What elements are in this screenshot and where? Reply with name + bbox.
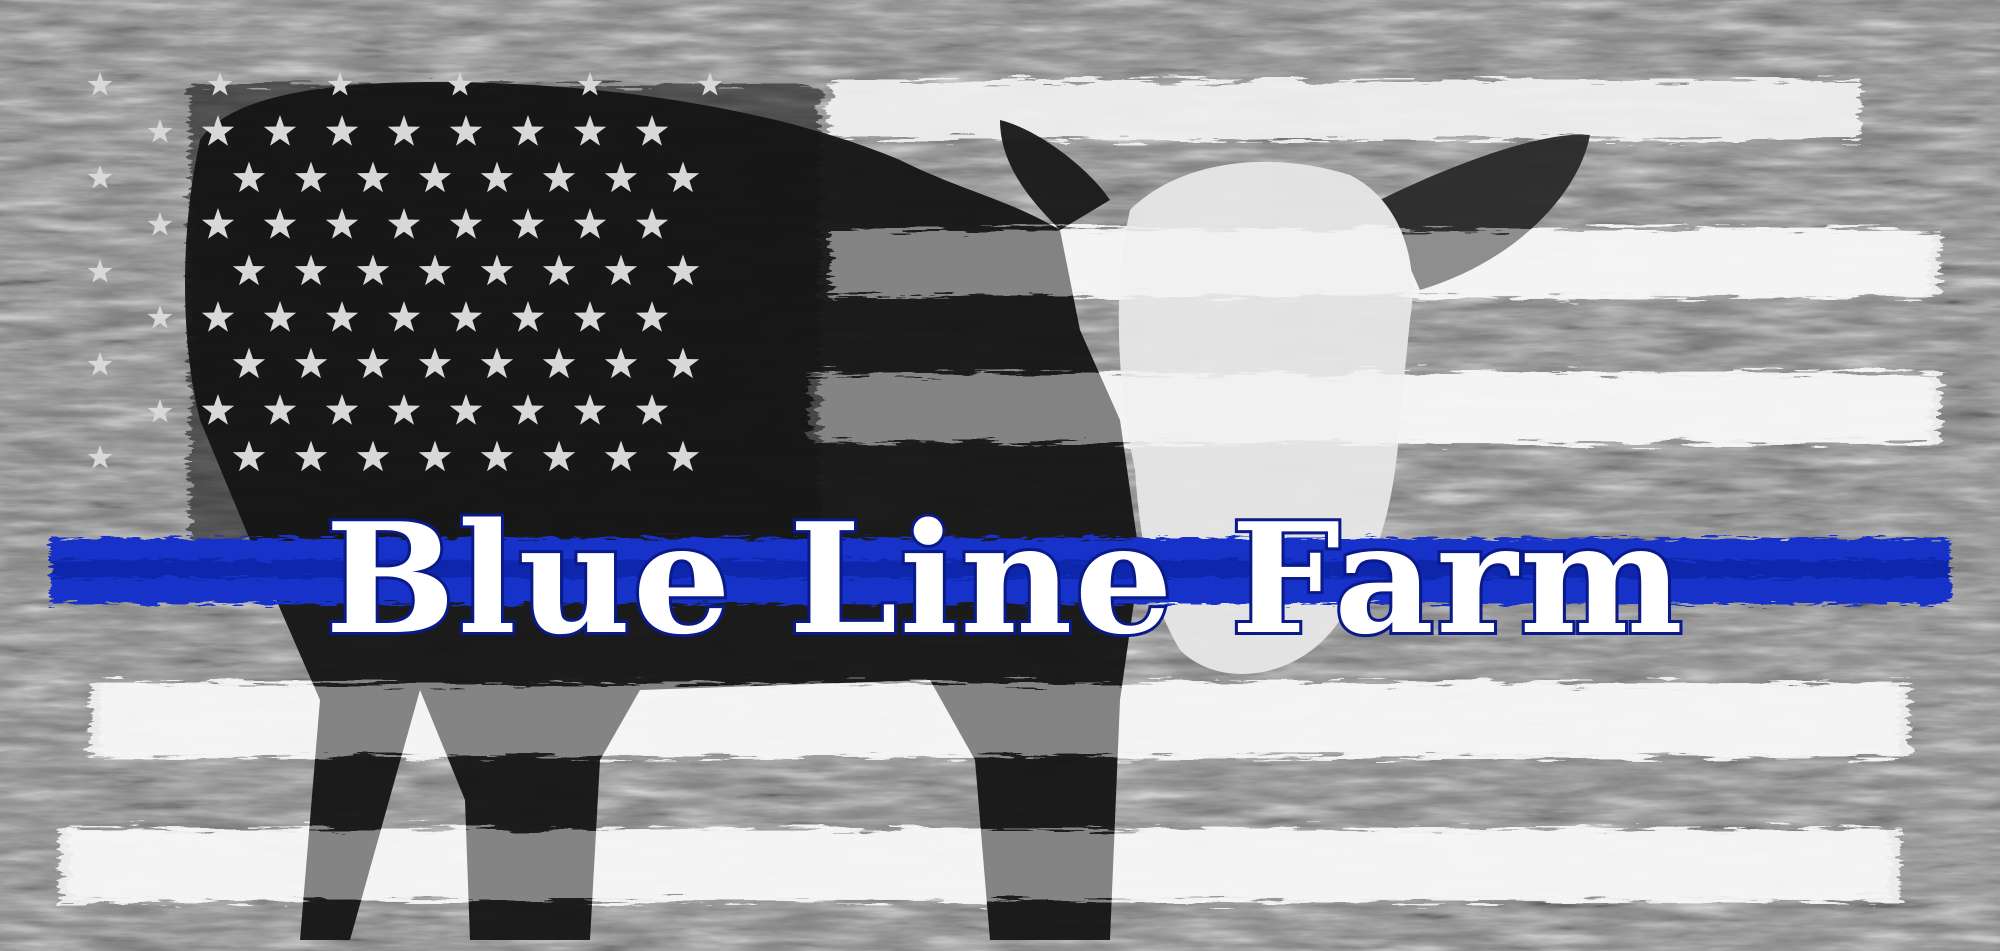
- stripe: [830, 80, 1860, 140]
- stripe: [100, 684, 1900, 756]
- farm-title: Blue Line Farm: [325, 489, 1685, 668]
- canton-field: [190, 85, 820, 540]
- stripe: [810, 374, 1930, 442]
- stripe: [70, 830, 1890, 900]
- flag-canton: [190, 85, 820, 540]
- stripe: [830, 230, 1930, 296]
